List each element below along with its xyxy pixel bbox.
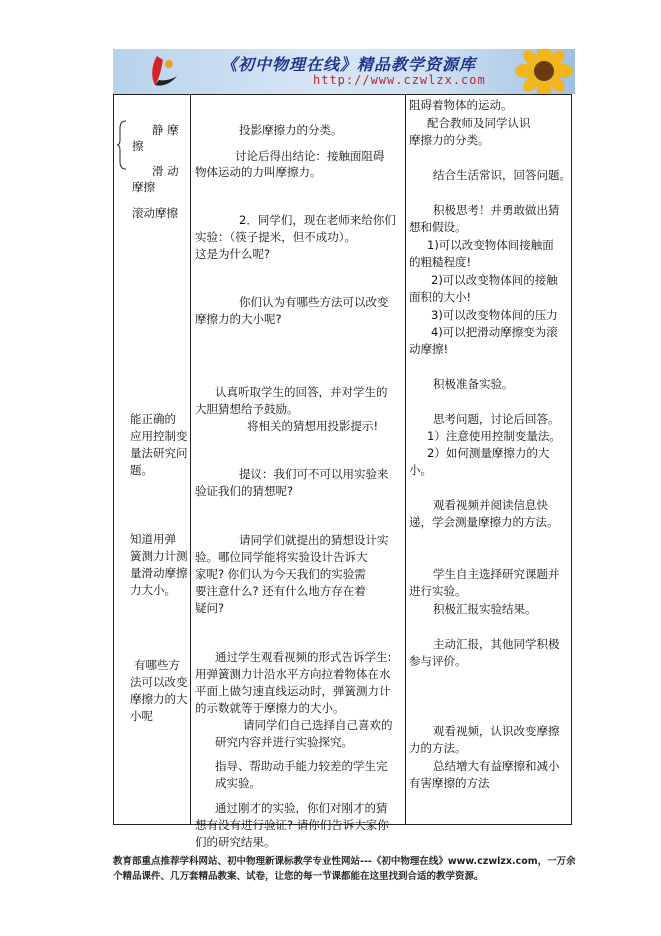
page-footer bbox=[113, 854, 583, 884]
col3-text-line: 主动汇报，其他同学积极 bbox=[433, 637, 560, 651]
col2-text-line: 指导、帮助动手能力较差的学生完 bbox=[215, 759, 388, 773]
col2-text-line: 2．同学们，现在老师来给你们 bbox=[239, 213, 396, 227]
col1-text-line: 摩擦力的大 bbox=[130, 692, 188, 706]
col2-text-line: 提议：我们可不可以用实验来 bbox=[239, 467, 389, 481]
col1-text-line: 知道用弹 bbox=[130, 532, 176, 546]
col3-text-line: 参与评价。 bbox=[409, 654, 467, 668]
col3-text-line: 配合教师及同学认识 bbox=[427, 116, 531, 130]
footer-line-2: 个精品课件、几万套精品教案、试卷，让您的每一节课都能在这里找到合适的教学资源。 bbox=[113, 871, 484, 882]
left-brace-icon bbox=[116, 120, 128, 170]
col3-text-line: 有害摩擦的方法 bbox=[409, 776, 490, 790]
header-banner bbox=[113, 49, 575, 94]
col3-text-line: 想和假设。 bbox=[409, 220, 467, 234]
col2-text-line: 你们认为有哪些方法可以改变 bbox=[239, 295, 389, 309]
col2-text-line: 疑问? bbox=[195, 601, 225, 615]
col2-text-line: 的示数就等于摩擦力的大小。 bbox=[195, 701, 345, 715]
col2-text-line: 摩擦力的大小呢? bbox=[195, 312, 282, 326]
column-divider-1 bbox=[190, 95, 191, 824]
col3-text-line: 小。 bbox=[409, 463, 432, 477]
col1-text-line: 能正确的 bbox=[130, 412, 176, 426]
col3-text-line: 3)可以改变物体间的压力 bbox=[431, 308, 558, 322]
col2-text-line: 这是为什么呢? bbox=[195, 247, 271, 261]
col1-text-line: 题。 bbox=[130, 463, 153, 477]
col2-text-line: 讨论后得出结论：接触面阻碍 bbox=[235, 149, 385, 163]
col3-text-line: 观看视频，认识改变摩擦 bbox=[433, 724, 560, 738]
col3-text-line: 递，学会测量摩擦力的方法。 bbox=[409, 515, 559, 529]
col2-text-line: 验。哪位同学能将实验设计告诉大 bbox=[195, 550, 368, 564]
footer-line-1: 教育部重点推荐学科网站、初中物理新课标教学专业性网站---《初中物理在线》www.czwlzx.com，一万余 bbox=[113, 856, 576, 867]
col3-text-line: 摩擦力的分类。 bbox=[409, 133, 490, 147]
col3-text-line: 结合生活常识，回答问题。 bbox=[433, 168, 571, 182]
col3-text-line: 总结增大有益摩擦和减小 bbox=[433, 759, 560, 773]
site-url[interactable]: http://www.czwlzx.com bbox=[313, 73, 486, 87]
col1-text-line: 簧测力计测 bbox=[130, 549, 188, 563]
col2-text-line: 要注意什么? 还有什么地方存在着 bbox=[195, 584, 366, 598]
col1-text-line: 擦 bbox=[132, 139, 144, 153]
col2-text-line: 成实验。 bbox=[215, 776, 261, 790]
col3-text-line: 观看视频并阅读信息快 bbox=[433, 498, 548, 512]
col3-text-line: 1)可以改变物体间接触面 bbox=[427, 238, 554, 252]
col1-text-line: 静 摩 bbox=[152, 123, 179, 137]
col2-text-line: 通过学生观看视频的形式告诉学生: bbox=[215, 650, 392, 664]
site-title: 《初中物理在线》精品教学资源库 bbox=[221, 55, 477, 74]
col3-text-line: 的粗糙程度! bbox=[409, 255, 472, 269]
col2-text-line: 用弹簧测力计沿水平方向拉着物体在水 bbox=[195, 667, 391, 681]
col3-text-line: 1）注意使用控制变量法。 bbox=[427, 429, 561, 443]
col2-text-line: 请同学们就提出的猜想设计实 bbox=[239, 533, 389, 547]
col1-text-line: 法可以改变 bbox=[130, 675, 188, 689]
col2-text-line: 实验：（筷子提米，但不成功）。 bbox=[195, 230, 356, 244]
col1-text-line: 小呢 bbox=[130, 709, 153, 723]
col3-text-line: 4)可以把滑动摩擦变为滚 bbox=[431, 325, 558, 339]
col2-text-line: 想有没有进行验证? 请你们告诉大家你 bbox=[195, 818, 389, 832]
col2-text-line: 研究内容并进行实验探究。 bbox=[215, 735, 353, 749]
col2-text-line: 投影摩擦力的分类。 bbox=[239, 123, 343, 137]
col2-text-line: 验证我们的猜想呢? bbox=[195, 484, 294, 498]
col3-text-line: 面积的大小! bbox=[409, 290, 472, 304]
col1-text-line: 量滑动摩擦 bbox=[130, 566, 188, 580]
col3-text-line: 思考问题，讨论后回答。 bbox=[433, 412, 560, 426]
col1-text-line: 摩擦 bbox=[132, 180, 155, 194]
col2-text-line: 请同学们自己选择自己喜欢的 bbox=[243, 718, 393, 732]
col2-text-line: 大胆猜想给予鼓励。 bbox=[195, 402, 299, 416]
col1-text-line: 滚动摩擦 bbox=[132, 206, 178, 220]
logo-icon bbox=[149, 54, 179, 88]
col1-text-line: 力大小。 bbox=[130, 583, 176, 597]
col3-text-line: 阻碍着物体的运动。 bbox=[409, 98, 513, 112]
col2-text-line: 家呢? 你们认为今天我们的实验需 bbox=[195, 567, 366, 581]
col2-text-line: 认真听取学生的回答，并对学生的 bbox=[215, 385, 388, 399]
col3-text-line: 力的方法。 bbox=[409, 741, 467, 755]
col3-text-line: 积极思考！并勇敢做出猜 bbox=[433, 203, 560, 217]
sunflower-icon bbox=[513, 49, 575, 94]
column-divider-2 bbox=[405, 95, 406, 824]
col2-text-line: 物体运动的力叫摩擦力。 bbox=[195, 165, 322, 179]
col3-text-line: 积极汇报实验结果。 bbox=[433, 602, 537, 616]
col3-text-line: 学生自主选择研究课题并 bbox=[433, 567, 560, 581]
col3-text-line: 2）如何测量摩擦力的大 bbox=[427, 446, 550, 460]
col3-text-line: 2)可以改变物体间的接触 bbox=[431, 273, 558, 287]
col3-text-line: 进行实验。 bbox=[409, 584, 467, 598]
col1-text-line: 应用控制变 bbox=[130, 429, 188, 443]
col2-text-line: 通过刚才的实验，你们对刚才的猜 bbox=[215, 801, 388, 815]
col2-text-line: 们的研究结果。 bbox=[195, 835, 276, 849]
col1-text-line: 有哪些方 bbox=[134, 658, 180, 672]
col3-text-line: 积极准备实验。 bbox=[433, 377, 514, 391]
col1-text-line: 滑 动 bbox=[152, 164, 179, 178]
col3-text-line: 动摩擦! bbox=[409, 342, 449, 356]
col1-text-line: 量法研究问 bbox=[130, 446, 188, 460]
col2-text-line: 将相关的猜想用投影提示! bbox=[247, 419, 379, 433]
col2-text-line: 平面上做匀速直线运动时，弹簧测力计 bbox=[195, 684, 391, 698]
